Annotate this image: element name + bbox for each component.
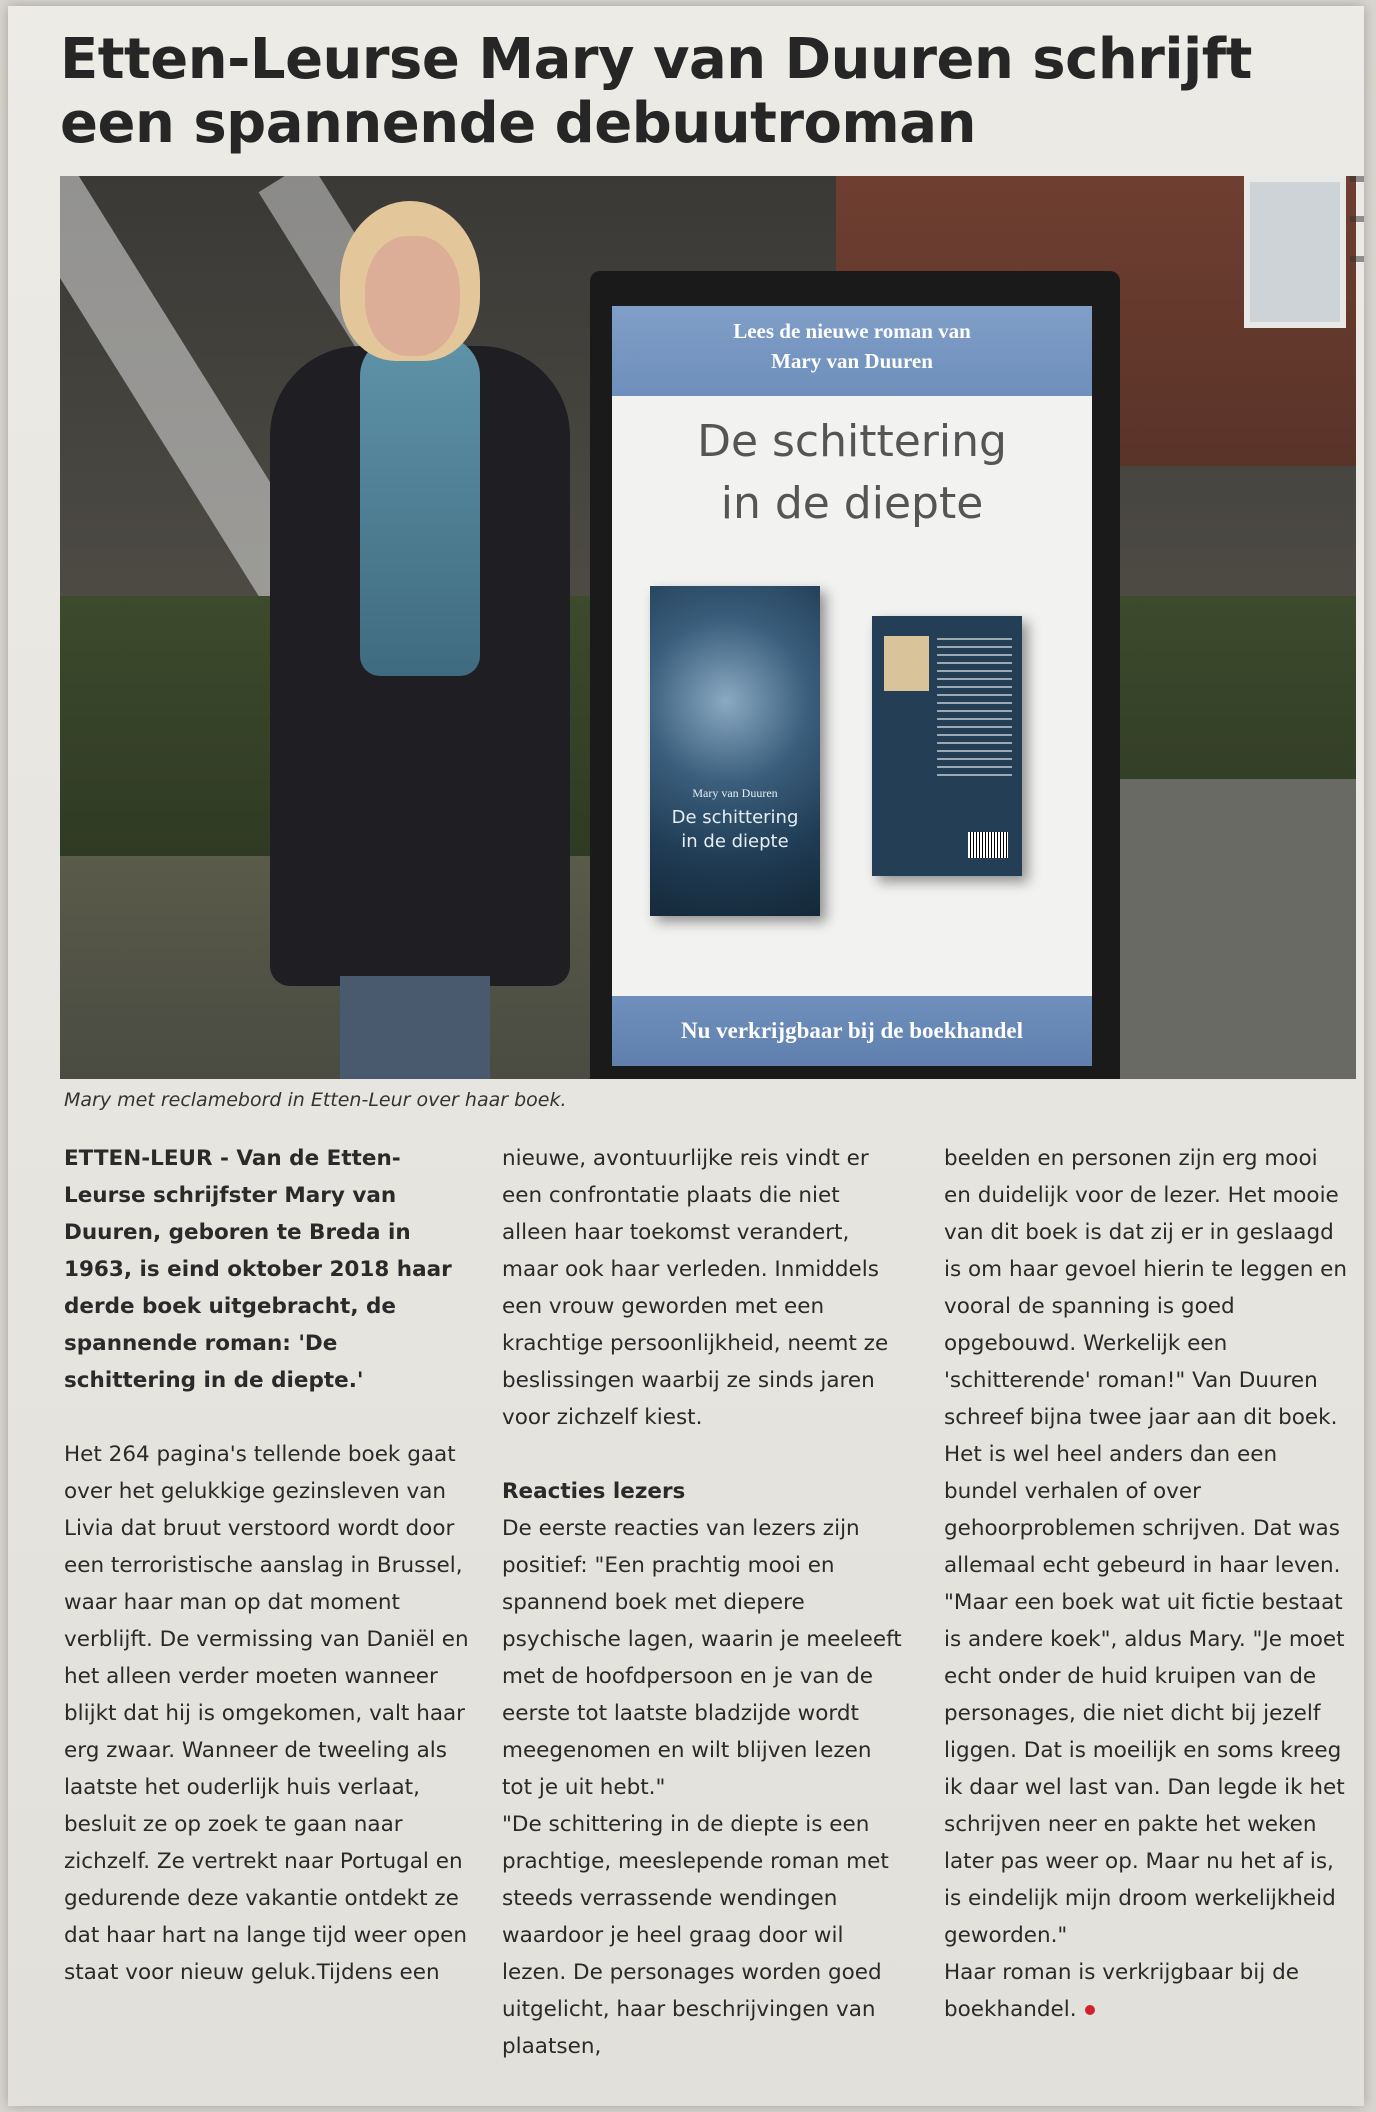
book-cover-title-line-1: De schittering <box>671 807 799 828</box>
article-lead: ETTEN-LEUR - Van de Etten-Leurse schrijfster Mary van Duuren, geboren te Breda in 1963, is eind oktober 2018 haar derde boek uitgebracht, de spannende roman: 'De schittering in de diepte.' <box>64 1146 452 1393</box>
poster-title-line-2: in de diepte <box>720 478 984 529</box>
author-figure <box>210 196 630 1079</box>
scarf <box>360 336 480 676</box>
article-paragraph: "De schittering in de diepte is een prachtige, meeslepende roman met steeds verrassende wendingen waardoor je heel graag door wil lezen. De personages worden goed uitgelicht, haar beschrijvingen van plaatsen, <box>502 1812 889 2059</box>
poster-banner-top-line-1: Lees de nieuwe roman van <box>733 319 971 343</box>
end-mark-icon <box>1085 2005 1095 2015</box>
book-cover-title-line-2: in de diepte <box>681 831 789 852</box>
book-front-cover <box>650 586 820 916</box>
book-cover-title <box>650 806 820 854</box>
back-cover-text <box>937 638 1012 778</box>
article-closing-text: Haar roman is verkrijgbaar bij de boekhandel. <box>944 1960 1299 2022</box>
article-column-1 <box>64 1140 470 1991</box>
sidewalk <box>1096 779 1356 1079</box>
article-paragraph: Het 264 pagina's tellende boek gaat over het gelukkige gezinsleven van Livia dat bruut verstoord wordt door een terroristische aanslag in Brussel, waar haar man op dat moment verblijft. De vermissing van Daniël en het alleen verder moeten wanneer blijkt dat hij is omgekomen, valt haar erg zwaar. Wanneer de tweeling als laatste het ouderlijk huis verlaat, besluit ze op zoek te gaan naar zichzelf. Ze vertrekt naar Portugal en gedurende deze vakantie ontdekt ze dat haar hart na lange tijd weer open staat voor nieuw geluk.Tijdens een <box>64 1442 469 1985</box>
article-column-2 <box>502 1140 908 2065</box>
book-back-cover <box>872 616 1022 876</box>
author-photo <box>884 636 929 691</box>
poster <box>612 306 1092 1066</box>
article-photo <box>60 176 1356 1079</box>
advertising-board <box>590 271 1120 1079</box>
headline <box>60 28 1300 156</box>
poster-title <box>612 411 1092 535</box>
book-cover-author: Mary van Duuren <box>692 786 778 800</box>
article-subheading: Reacties lezers <box>502 1479 686 1504</box>
poster-title-line-1: De schittering <box>697 416 1007 467</box>
legs <box>340 976 490 1079</box>
newspaper-page <box>8 6 1364 2106</box>
poster-banner-bottom: Nu verkrijgbaar bij de boekhandel <box>612 996 1092 1066</box>
article-paragraph: nieuwe, avontuurlijke reis vindt er een confrontatie plaats die niet alleen haar toekomst verandert, maar ook haar verleden. Inmiddels een vrouw geworden met een krachtige persoonlijkheid, neemt ze beslissingen waarbij ze sinds jaren voor zichzelf kiest. <box>502 1146 889 1430</box>
headline-line-1: Etten-Leurse Mary van Duuren schrijft <box>60 27 1252 92</box>
article-closing <box>944 1954 1350 2028</box>
poster-banner-top-line-2: Mary van Duuren <box>771 349 933 373</box>
barcode <box>968 832 1008 858</box>
adjacent-page-edge <box>1350 176 1364 296</box>
window <box>1244 176 1346 328</box>
article-paragraph: beelden en personen zijn erg mooi en duidelijk voor de lezer. Het mooie van dit boek is dat zij er in geslaagd is om haar gevoel hierin te leggen en vooral de spanning is goed opgebouwd. Werkelijk een 'schitterende' roman!" Van Duuren schreef bijna twee jaar aan dit boek. Het is wel heel anders dan een bundel verhalen of over gehoorproblemen schrijven. Dat was allemaal echt gebeurd in haar leven. "Maar een boek wat uit fictie bestaat is andere koek", aldus Mary. "Je moet echt onder de huid kruipen van de personages, die niet dicht bij jezelf liggen. Dat is moeilijk en soms kreeg ik daar wel last van. Dan legde ik het schrijven neer en pakte het weken later pas weer op. Maar nu het af is, is eindelijk mijn droom werkelijkheid geworden." <box>944 1146 1348 1948</box>
article-column-3 <box>944 1140 1350 2028</box>
poster-banner-top <box>612 306 1092 396</box>
face <box>365 236 460 356</box>
article-paragraph: De eerste reacties van lezers zijn positief: "Een prachtig mooi en spannend boek met diepere psychische lagen, waarin je meeleeft met de hoofdpersoon en je van de eerste tot laatste bladzijde wordt meegenomen en wilt blijven lezen tot je uit hebt." <box>502 1516 902 1800</box>
photo-caption: Mary met reclamebord in Etten-Leur over haar boek. <box>64 1089 567 1111</box>
headline-line-2: een spannende debuutroman <box>60 91 976 156</box>
